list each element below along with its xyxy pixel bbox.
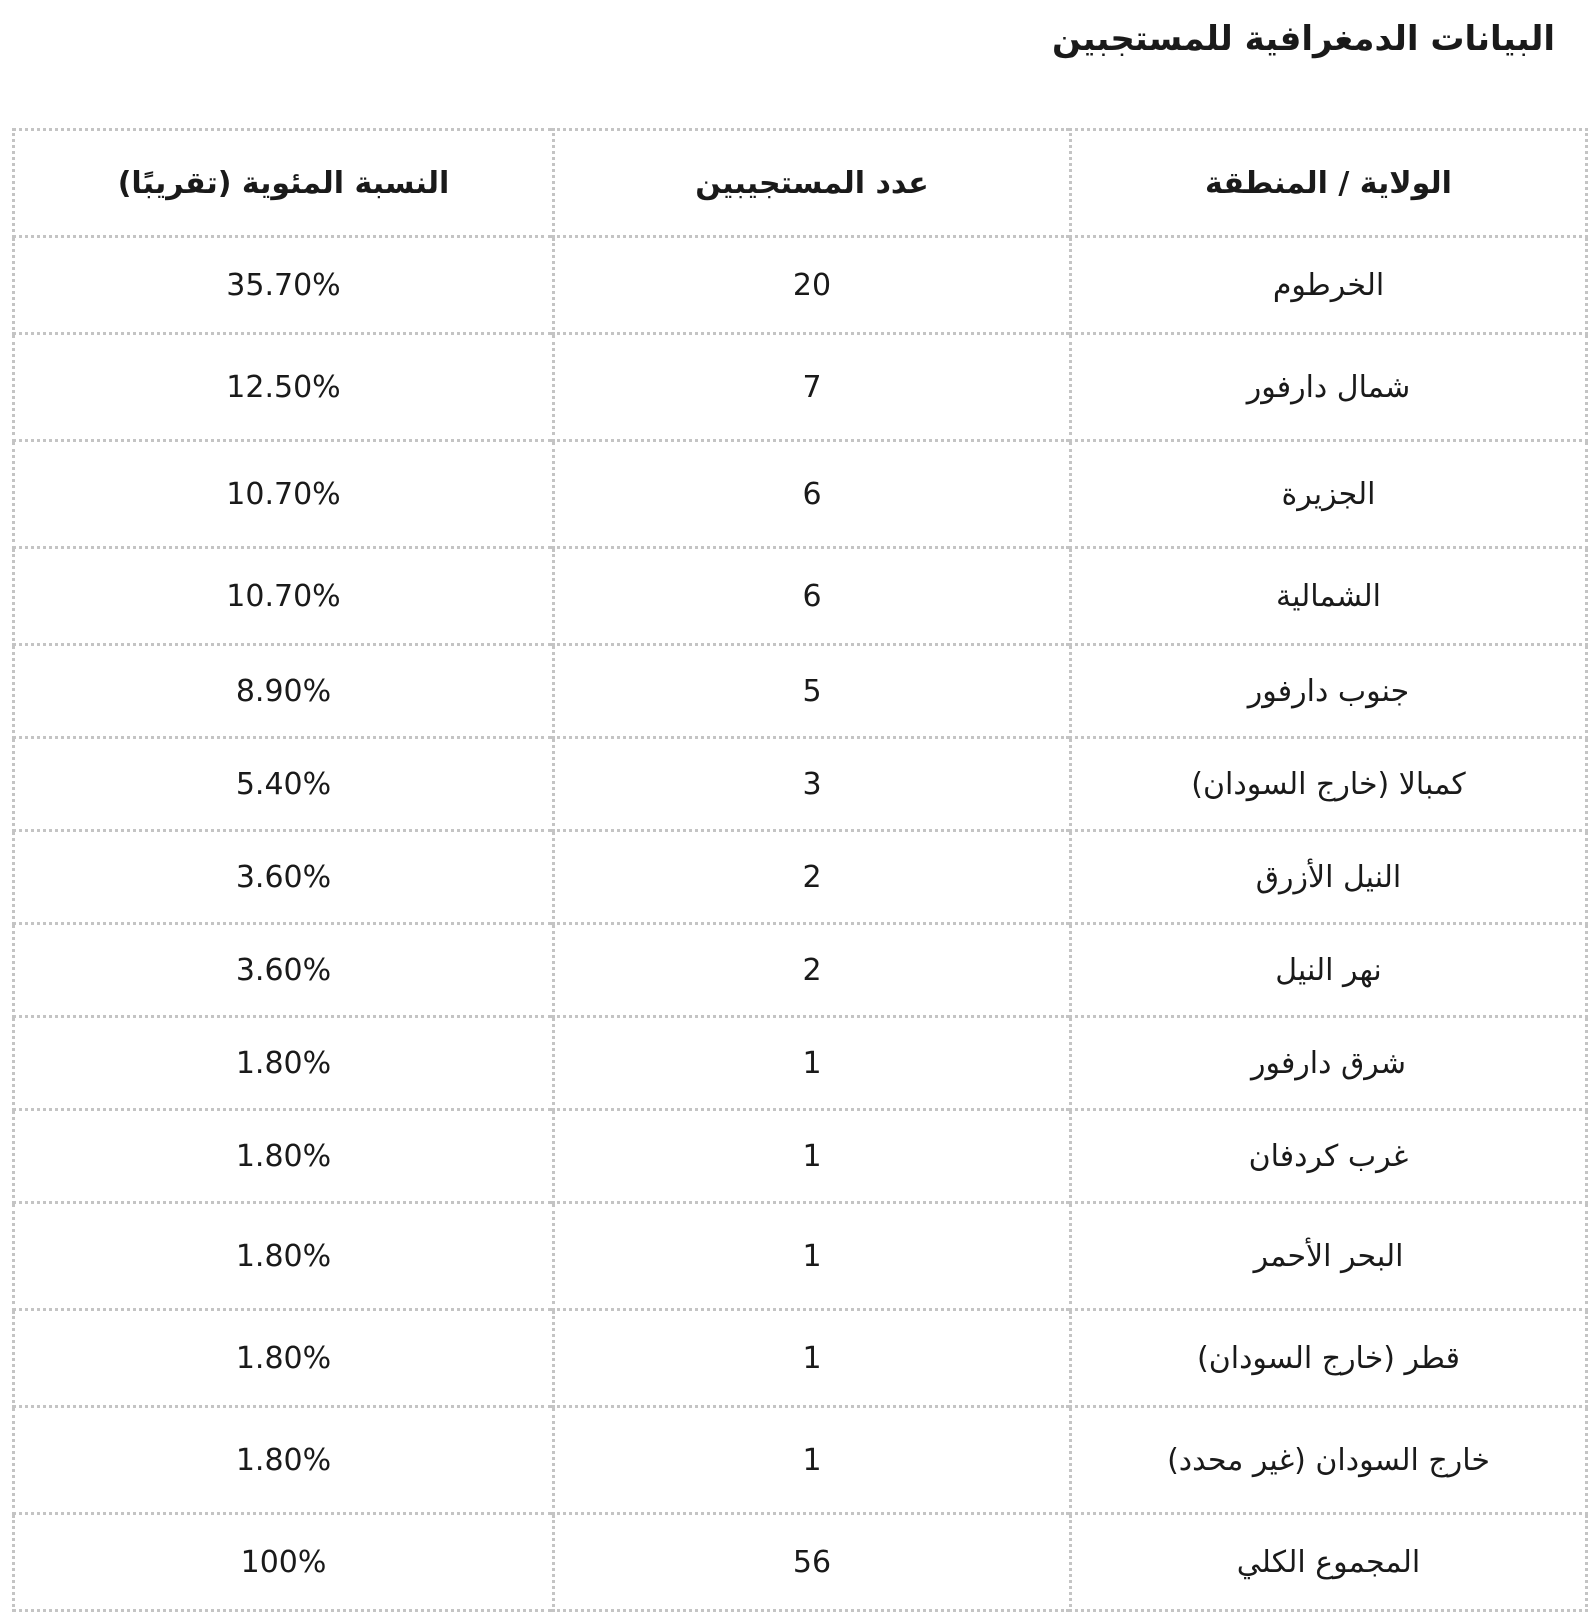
cell-count: 6: [554, 441, 1071, 548]
cell-percent: 5.40%: [14, 738, 554, 831]
cell-count: 3: [554, 738, 1071, 831]
header-percent: النسبة المئوية (تقريبًا): [14, 130, 554, 237]
cell-count: 1: [554, 1407, 1071, 1514]
cell-count: 2: [554, 831, 1071, 924]
cell-region: المجموع الكلي: [1071, 1514, 1587, 1611]
cell-count: 5: [554, 645, 1071, 738]
cell-percent: 100%: [14, 1514, 554, 1611]
cell-percent: 1.80%: [14, 1310, 554, 1407]
table-row: [14, 548, 1587, 645]
cell-region: الشمالية: [1071, 548, 1587, 645]
header-count: عدد المستجيبين: [554, 130, 1071, 237]
cell-percent: 1.80%: [14, 1203, 554, 1310]
cell-region: الجزيرة: [1071, 441, 1587, 548]
cell-region: الخرطوم: [1071, 237, 1587, 334]
table-row: [14, 1203, 1587, 1310]
cell-count: 6: [554, 548, 1071, 645]
cell-percent: 1.80%: [14, 1110, 554, 1203]
cell-count: 7: [554, 334, 1071, 441]
cell-percent: 1.80%: [14, 1017, 554, 1110]
table-row: [14, 441, 1587, 548]
cell-count: 2: [554, 924, 1071, 1017]
demographics-table: [12, 128, 1588, 1612]
table-row: [14, 738, 1587, 831]
cell-percent: 8.90%: [14, 645, 554, 738]
cell-region: النيل الأزرق: [1071, 831, 1587, 924]
table-row: [14, 645, 1587, 738]
cell-percent: 3.60%: [14, 831, 554, 924]
cell-region: شرق دارفور: [1071, 1017, 1587, 1110]
cell-percent: 3.60%: [14, 924, 554, 1017]
cell-region: كمبالا (خارج السودان): [1071, 738, 1587, 831]
table-row-total: [14, 1514, 1587, 1611]
table-row: [14, 831, 1587, 924]
cell-count: 56: [554, 1514, 1071, 1611]
cell-percent: 10.70%: [14, 441, 554, 548]
table-row: [14, 1310, 1587, 1407]
cell-count: 1: [554, 1110, 1071, 1203]
cell-region: نهر النيل: [1071, 924, 1587, 1017]
cell-percent: 10.70%: [14, 548, 554, 645]
cell-count: 1: [554, 1203, 1071, 1310]
cell-count: 20: [554, 237, 1071, 334]
cell-count: 1: [554, 1017, 1071, 1110]
cell-count: 1: [554, 1310, 1071, 1407]
cell-percent: 35.70%: [14, 237, 554, 334]
table-header-row: [14, 130, 1587, 237]
table-row: [14, 924, 1587, 1017]
table-row: [14, 334, 1587, 441]
cell-region: غرب كردفان: [1071, 1110, 1587, 1203]
table-row: [14, 1407, 1587, 1514]
cell-region: خارج السودان (غير محدد): [1071, 1407, 1587, 1514]
cell-region: شمال دارفور: [1071, 334, 1587, 441]
cell-percent: 1.80%: [14, 1407, 554, 1514]
table-row: [14, 1110, 1587, 1203]
cell-region: البحر الأحمر: [1071, 1203, 1587, 1310]
page-title: البيانات الدمغرافية للمستجبين: [1052, 19, 1555, 59]
table-row: [14, 237, 1587, 334]
table-row: [14, 1017, 1587, 1110]
cell-region: قطر (خارج السودان): [1071, 1310, 1587, 1407]
header-region: الولاية / المنطقة: [1071, 130, 1587, 237]
cell-region: جنوب دارفور: [1071, 645, 1587, 738]
cell-percent: 12.50%: [14, 334, 554, 441]
